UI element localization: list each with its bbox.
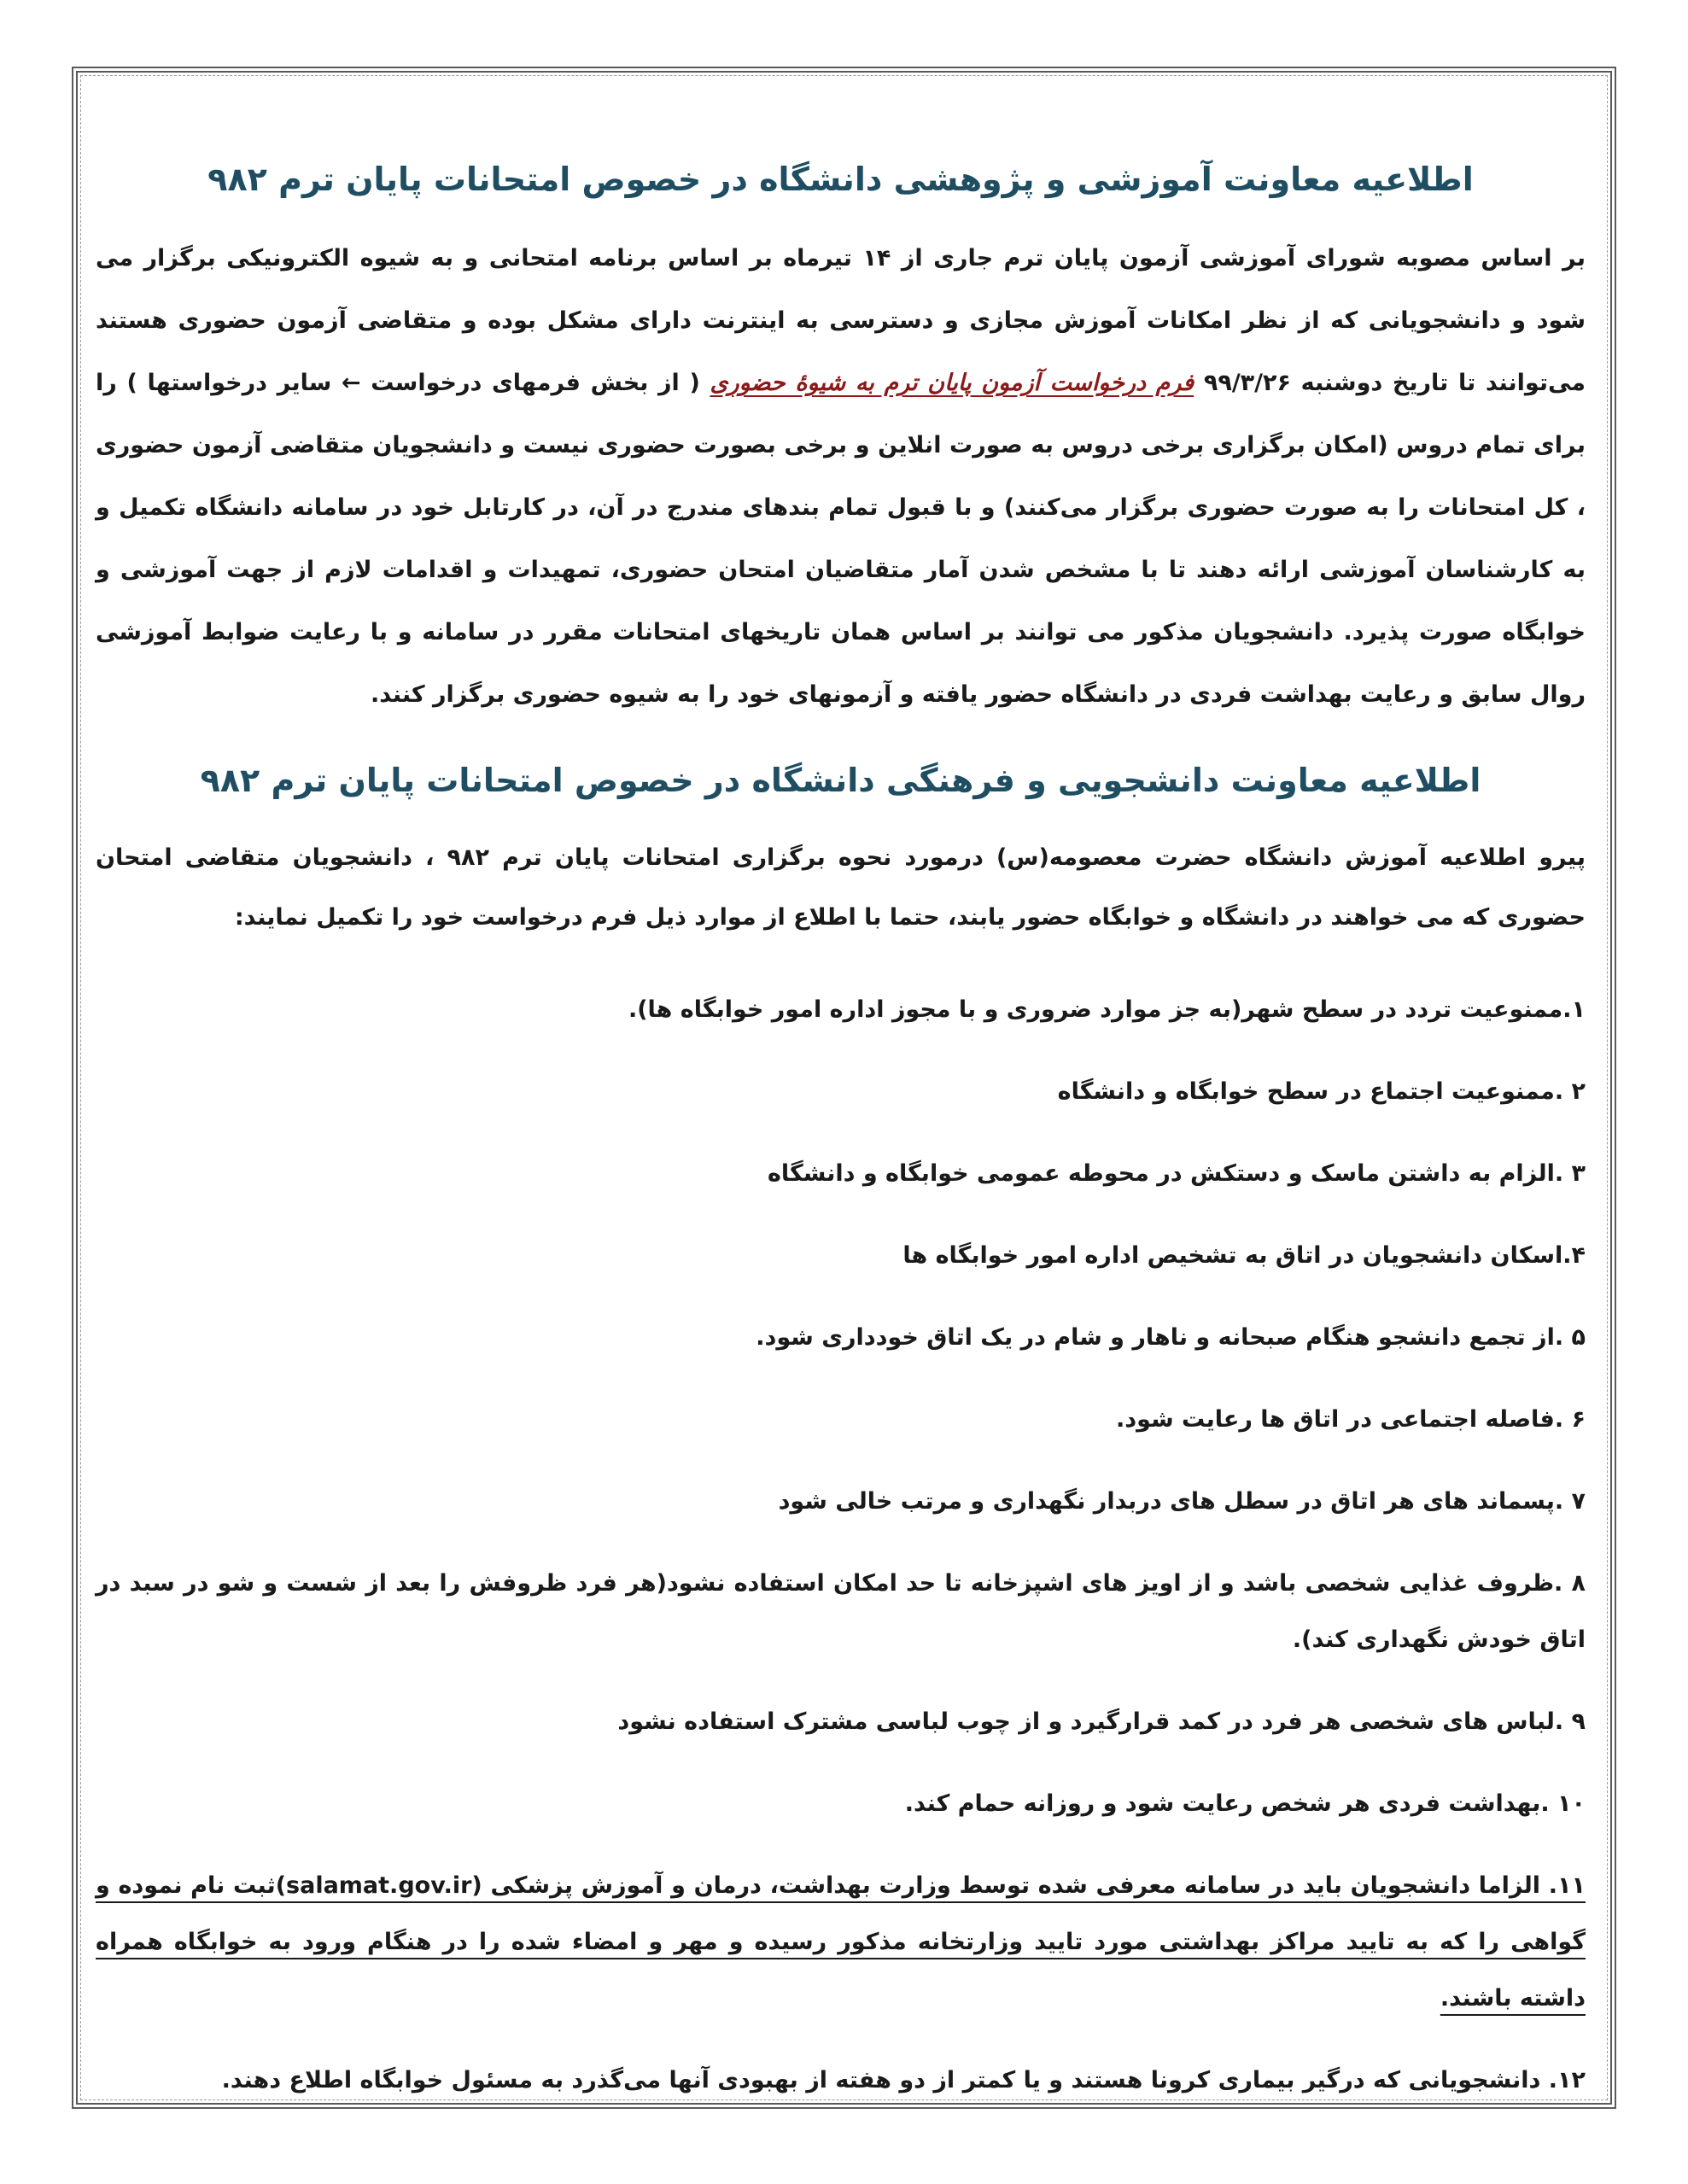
list-item: ۷ .پسماند های هر اتاق در سطل های دربدار نگهداری و مرتب خالی شود xyxy=(778,1488,1586,1515)
list-item: ۲ .ممنوعیت اجتماع در سطح خوابگاه و دانشگاه xyxy=(1057,1078,1586,1105)
paragraph-education xyxy=(96,227,1586,726)
list-item-health-certificate xyxy=(96,1858,1586,2027)
exam-request-form-link[interactable]: فرم درخواست آزمون پایان ترم به شیوهٔ حضوری xyxy=(710,370,1194,396)
list-item: ۵ .از تجمع دانشجو هنگام صبحانه و ناهار و شام در یک اتاق خودداری شود. xyxy=(756,1324,1586,1351)
announcement-title-student-affairs: اطلاعیه معاونت دانشجویی و فرهنگی دانشگاه در خصوص امتحانات پایان ترم ۹۸۲ xyxy=(200,762,1481,799)
list-item: ۱.ممنوعیت تردد در سطح شهر(به جز موارد ضروری و با مجوز اداره امور خوابگاه ها). xyxy=(628,996,1586,1023)
list-item: ۱۲. دانشجویانی که درگیر بیماری کرونا هستند و یا کمتر از دو هفته از بهبودی آنها می‌گذرد به مسئول خوابگاه اطلاع دهند. xyxy=(221,2067,1586,2093)
document-body xyxy=(96,154,1586,2109)
paragraph-student-affairs: پیرو اطلاعیه آموزش دانشگاه حضرت معصومه(س) درمورد نحوه برگزاری امتحانات پایان ترم ۹۸۲ ، دانشجویان متقاضی امتحان حضوری که می خواهند در دانشگاه و خوابگاه حضور یابند، حتما با اطلاع از موارد ذیل فرم درخواست خود را تکمیل نمایند: xyxy=(96,844,1586,931)
announcement-title-education: اطلاعیه معاونت آموزشی و پژوهشی دانشگاه در خصوص امتحانات پایان ترم ۹۸۲ xyxy=(207,161,1474,198)
list-item: ۴.اسکان دانشجویان در اتاق به تشخیص اداره امور خوابگاه ها xyxy=(902,1242,1586,1269)
list-item: ۶ .فاصله اجتماعی در اتاق ها رعایت شود. xyxy=(1116,1406,1586,1433)
list-item-11-suffix: )ثبت نام نموده و گواهی را که به تایید مراکز بهداشتی مورد تایید وزارتخانه مذکور رسیده و مهر و امضاء شده را در هنگام ورود به خوابگاه همراه داشته باشند. xyxy=(96,1872,1586,2012)
list-item: ۱۰ .بهداشت فردی هر شخص رعایت شود و روزانه حمام کند. xyxy=(904,1790,1586,1817)
list-item: ۸ .ظروف غذایی شخصی باشد و از اویز های اشپزخانه تا حد امکان استفاده نشود(هر فرد ظروفش را بعد از شست و شو در سبد در اتاق خودش نگهداری کند). xyxy=(96,1570,1586,1653)
list-item: ۹ .لباس های شخصی هر فرد در کمد قرارگیرد و از چوب لباسی مشترک استفاده نشود xyxy=(617,1708,1586,1735)
salamat-url-link[interactable]: salamat.gov.ir xyxy=(286,1872,472,1899)
paragraph-education-text-2: ( از بخش فرمهای درخواست ← سایر درخواستها ) را برای تمام دروس (امکان برگزاری برخی دروس به صورت انلاین و برخی بصورت حضوری نیست و دانشجویان متقاضی آزمون حضوری ، کل امتحانات را به صورت حضوری برگزار می‌کنند) و با قبول تمام بندهای مندرج در آن، در کارتابل خود در سامانه دانشگاه تکمیل و به کارشناسان آموزشی ارائه دهند تا با مشخص شدن آمار متقاضیان امتحان حضوری، تمهیدات و اقدامات لازم از جهت آموزشی و خوابگاه صورت پذیرد. دانشجویان مذکور می توانند بر اساس همان تاریخهای امتحانات مقرر در سامانه و با رعایت ضوابط آموزشی روال سابق و رعایت بهداشت فردی در دانشگاه حضور یافته و آزمونهای خود را به شیوه حضوری برگزار کنند. xyxy=(96,370,1586,708)
list-item: ۳ .الزام به داشتن ماسک و دستکش در محوطه عمومی خوابگاه و دانشگاه xyxy=(767,1160,1586,1187)
list-item-11-prefix: ۱۱. الزاما دانشجویان باید در سامانه معرفی شده توسط وزارت بهداشت، درمان و آموزش پزشکی ( xyxy=(471,1872,1586,1899)
paragraph-education-text-1: بر اساس مصوبه شورای آموزشی آزمون پایان ترم جاری از ۱۴ تیرماه بر اساس برنامه امتحانی و به شیوه الکترونیکی برگزار می شود و دانشجویانی که از نظر امکانات آموزش مجازی و دسترسی به اینترنت دارای مشکل بوده و متقاضی آزمون حضوری هستند می‌توانند تا تاریخ دوشنبه ۹۹/۳/۲۶ xyxy=(96,245,1586,396)
